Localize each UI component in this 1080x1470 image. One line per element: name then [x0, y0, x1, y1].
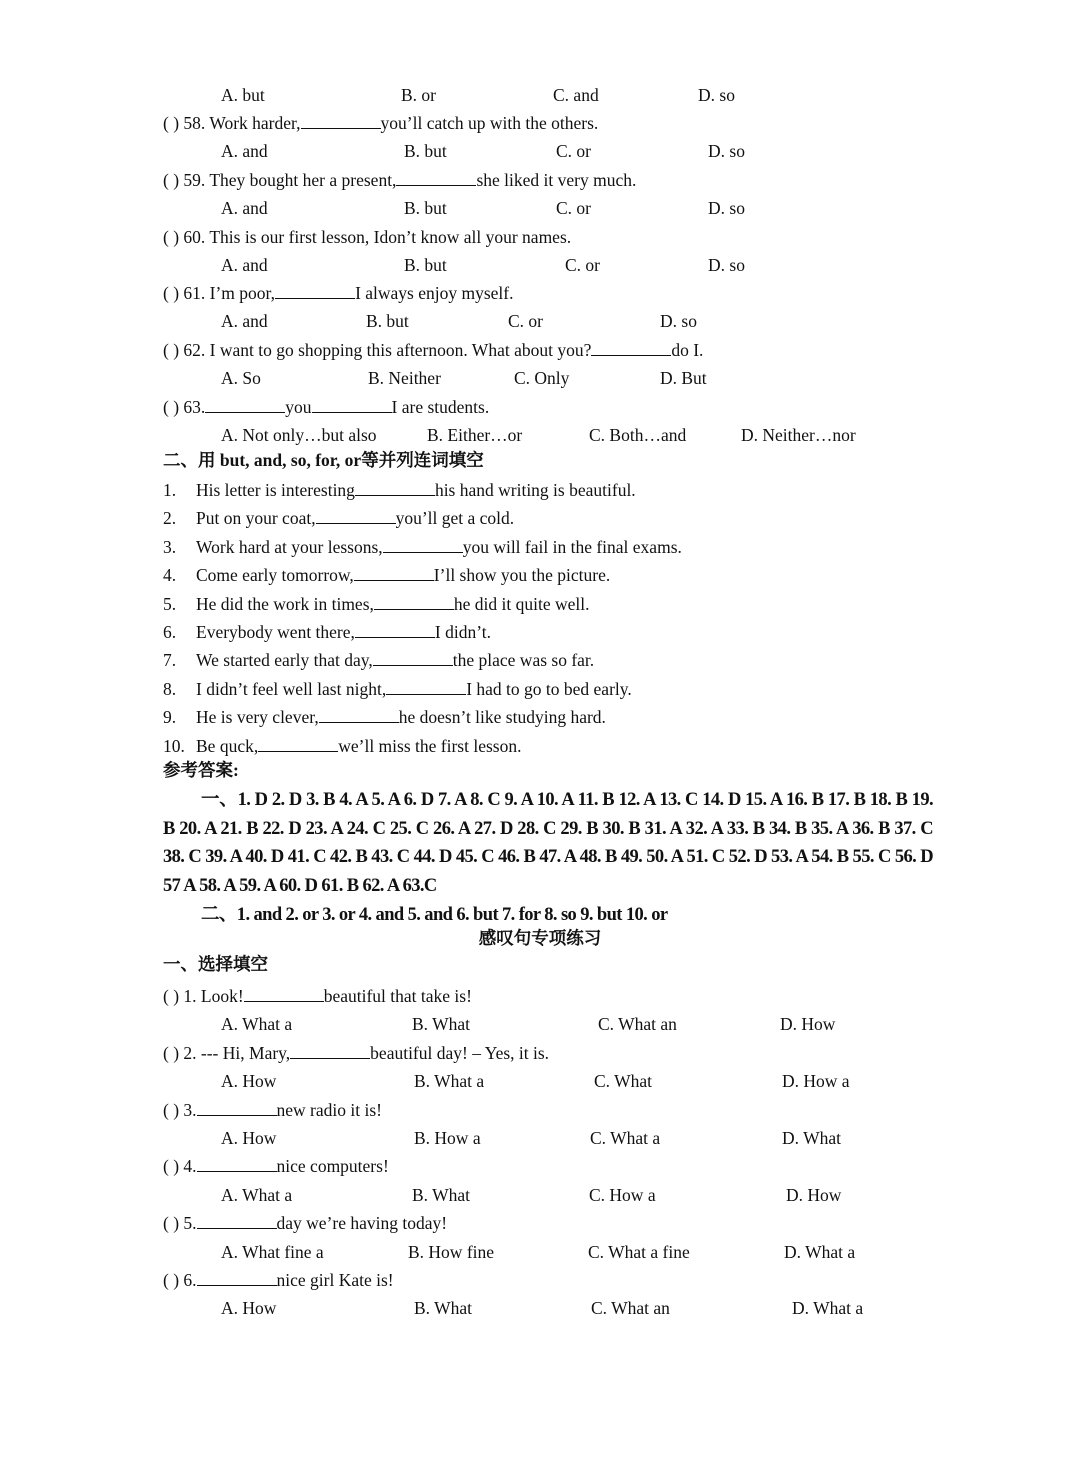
option-b: B. How fine	[408, 1241, 495, 1262]
part2-heading: 二、用 but, and, so, for, or等并列连词填空	[163, 450, 484, 470]
option-a: A. and	[221, 141, 268, 161]
question-text-segment: we’ll miss the first lesson.	[338, 735, 522, 756]
answer-blank[interactable]	[319, 707, 399, 723]
option-d: D. How	[780, 1014, 836, 1035]
option-b: B. What a	[414, 1071, 485, 1092]
option-a: A. What fine a	[221, 1241, 324, 1262]
answer-blank[interactable]	[374, 594, 454, 610]
answer-blank[interactable]	[373, 650, 453, 666]
option-a: A. and	[221, 198, 268, 218]
question-text-segment: I always enjoy myself.	[355, 283, 514, 303]
fill-item-8	[163, 678, 632, 700]
question-text-segment: ( ) 3.	[163, 1099, 197, 1120]
question-text-segment: you	[285, 397, 312, 417]
answer-blank[interactable]	[312, 397, 392, 413]
answer-blank[interactable]	[301, 113, 381, 129]
option-a: A. How	[221, 1128, 277, 1148]
answer-blank[interactable]	[386, 679, 466, 695]
fill-item-1	[163, 479, 636, 501]
answer-blank[interactable]	[355, 480, 435, 496]
question-text-segment: ( ) 4.	[163, 1156, 197, 1177]
item-number: 1.	[163, 480, 177, 500]
item-number: 6.	[163, 622, 177, 642]
option-b: B. Neither	[368, 368, 441, 388]
option-d: D. Neither…nor	[741, 425, 856, 445]
question-text-segment: ( ) 59. They bought her a present,	[163, 170, 397, 190]
fill-item-2	[163, 507, 514, 529]
question-text-segment: ( ) 2. --- Hi, Mary,	[163, 1042, 291, 1063]
question-text-segment: Everybody went there,	[196, 622, 355, 642]
question-text-segment: day we’re having today!	[276, 1213, 448, 1234]
option-d: D. What a	[784, 1241, 856, 1262]
option-a: A. Not only…but also	[221, 425, 377, 445]
question-text-segment: nice computers!	[276, 1156, 389, 1177]
exclamation-heading: 一、选择填空	[163, 954, 268, 974]
option-a: A. How	[221, 1298, 277, 1319]
question-text-segment: his hand writing is beautiful.	[434, 480, 636, 500]
question-59	[163, 169, 636, 191]
exclamation-question-3	[163, 1099, 382, 1121]
question-58	[163, 112, 598, 134]
question-text-segment: he doesn’t like studying hard.	[398, 707, 606, 728]
question-text-segment: ( ) 6.	[163, 1270, 197, 1290]
question-text-segment: Put on your coat,	[196, 508, 316, 529]
question-62	[163, 339, 703, 361]
item-number: 5.	[163, 593, 177, 614]
answer-blank[interactable]	[355, 622, 435, 638]
option-d: D. so	[708, 198, 745, 218]
question-text-segment: she liked it very much.	[476, 170, 637, 190]
item-number: 8.	[163, 678, 177, 699]
option-b: B. but	[404, 141, 447, 161]
answer-key-part2: 二、1. and 2. or 3. or 4. and 5. and 6. but 7. for 8. so 9. but 10. or	[201, 904, 668, 925]
option-c: C. What an	[598, 1014, 677, 1035]
answer-blank[interactable]	[396, 170, 476, 186]
question-text-segment: beautiful that take is!	[323, 986, 472, 1006]
question-text-segment: I didn’t.	[434, 622, 491, 642]
question-60	[163, 226, 571, 248]
question-text-segment: I had to go to bed early.	[466, 678, 632, 699]
question-text-segment: Come early tomorrow,	[196, 565, 354, 586]
question-text-segment: ( ) 1. Look!	[163, 986, 244, 1006]
option-b: B. or	[401, 85, 436, 105]
option-b: B. but	[404, 255, 447, 275]
question-text-segment: I are students.	[391, 397, 490, 417]
option-c: C. or	[565, 255, 600, 275]
answer-key-part1: 一、1. D 2. D 3. B 4. A 5. A 6. D 7. A 8. C 9. A 10. A 11. B 12. A 13. C 14. D 15. A 16. B 17. B 18. B 19. B 20. A 21. B 22. D 23. A 24. C 25. C 26. A 27. D 28. C 29. B 30. B 31. A 32. A 33. B 34. B 35. A 36. B 37. C 38. C 39. A 40. D 41. C 42. B 43. C 44. D 45. C 46. B 47. A 48. B 49. 50. A 51. C 52. D 53. A 54. B 55. C 56. D 57 A 58. A 59. A 60. D 61. B 62. A 63.C	[163, 790, 933, 897]
question-text-segment: Work hard at your lessons,	[196, 536, 383, 557]
option-b: B. How a	[414, 1128, 481, 1148]
answer-blank[interactable]	[275, 283, 355, 299]
answer-blank[interactable]	[244, 986, 324, 1002]
option-a: A. How	[221, 1071, 277, 1092]
option-a: A. What a	[221, 1184, 293, 1205]
option-d: D. How	[786, 1184, 842, 1205]
option-c: C. What an	[591, 1298, 670, 1319]
question-text-segment: We started early that day,	[196, 650, 373, 671]
answer-blank[interactable]	[258, 736, 338, 752]
option-d: D. so	[708, 255, 745, 275]
question-text-segment: I didn’t feel well last night,	[196, 678, 387, 699]
answer-key	[163, 786, 933, 930]
fill-item-9	[163, 706, 606, 728]
answer-blank[interactable]	[383, 537, 463, 553]
option-c: C. or	[556, 141, 591, 161]
option-d: D. so	[698, 85, 735, 105]
option-d: D. so	[660, 311, 697, 331]
option-c: C. What a	[590, 1128, 661, 1148]
question-text-segment: I’ll show you the picture.	[433, 565, 611, 586]
question-text-segment: ( ) 62. I want to go shopping this afternoon. What about you?	[163, 340, 592, 360]
fill-item-6	[163, 621, 491, 643]
option-d: D. so	[708, 141, 745, 161]
question-text-segment: He did the work in times,	[196, 593, 374, 614]
exclamation-question-2	[163, 1042, 549, 1064]
answer-blank[interactable]	[197, 1213, 277, 1229]
option-b: B. What	[412, 1014, 471, 1035]
exclamation-question-6	[163, 1269, 394, 1291]
option-b: B. but	[404, 198, 447, 218]
option-a: A. and	[221, 255, 268, 275]
question-text-segment: ( ) 58. Work harder,	[163, 113, 301, 133]
question-text-segment: His letter is interesting	[196, 480, 355, 500]
option-b: B. What	[414, 1298, 473, 1319]
option-b: B. What	[412, 1184, 471, 1205]
option-a: A. but	[221, 85, 265, 105]
question-text-segment: you will fail in the final exams.	[462, 536, 682, 557]
fill-item-5	[163, 593, 590, 615]
option-c: C. Both…and	[589, 425, 687, 445]
option-c: C. What a fine	[588, 1241, 690, 1262]
question-text-segment: Be quck,	[196, 735, 259, 756]
exclamation-question-1	[163, 985, 472, 1007]
option-d: D. What	[782, 1128, 841, 1148]
item-number: 2.	[163, 508, 177, 529]
question-text-segment: he did it quite well.	[453, 593, 590, 614]
exclamation-title: 感叹句专项练习	[478, 928, 602, 948]
question-61	[163, 282, 514, 304]
item-number: 7.	[163, 650, 177, 671]
option-c: C. Only	[514, 368, 570, 388]
answer-blank[interactable]	[591, 340, 671, 356]
answer-blank[interactable]	[354, 565, 434, 581]
fill-item-4	[163, 564, 610, 586]
option-a: A. So	[221, 368, 261, 388]
question-text-segment: ( ) 5.	[163, 1213, 197, 1234]
exclamation-question-5	[163, 1212, 447, 1234]
option-d: D. How a	[782, 1071, 850, 1092]
option-c: C. or	[556, 198, 591, 218]
option-c: C. How a	[589, 1184, 656, 1205]
answers-heading: 参考答案:	[163, 760, 239, 780]
question-text-segment: the place was so far.	[452, 650, 595, 671]
answer-blank[interactable]	[197, 1100, 277, 1116]
question-text-segment: ( ) 60. This is our first lesson, Idon’t know all your names.	[163, 227, 572, 247]
question-63	[163, 396, 489, 418]
option-c: C. What	[594, 1071, 653, 1092]
question-text-segment: nice girl Kate is!	[276, 1270, 394, 1290]
fill-item-3	[163, 536, 682, 558]
question-text-segment: He is very clever,	[196, 707, 319, 728]
option-c: C. and	[553, 85, 599, 105]
question-text-segment: new radio it is!	[276, 1099, 382, 1120]
answer-blank[interactable]	[197, 1270, 277, 1286]
option-d: D. But	[660, 368, 707, 388]
question-text-segment: you’ll get a cold.	[395, 508, 515, 529]
exclamation-question-4	[163, 1155, 389, 1177]
fill-item-10	[163, 735, 521, 757]
question-text-segment: you’ll catch up with the others.	[380, 113, 599, 133]
question-text-segment: ( ) 61. I’m poor,	[163, 283, 276, 303]
option-c: C. or	[508, 311, 543, 331]
answer-blank[interactable]	[316, 508, 396, 524]
fill-item-7	[163, 649, 594, 671]
item-number: 9.	[163, 707, 177, 728]
item-number: 4.	[163, 565, 177, 586]
question-text-segment: do I.	[671, 340, 704, 360]
answer-blank[interactable]	[197, 1156, 277, 1172]
item-number: 10.	[163, 735, 185, 756]
option-b: B. but	[366, 311, 409, 331]
option-a: A. What a	[221, 1014, 293, 1035]
item-number: 3.	[163, 536, 177, 557]
answer-blank[interactable]	[290, 1043, 370, 1059]
option-d: D. What a	[792, 1298, 864, 1319]
option-a: A. and	[221, 311, 268, 331]
question-text-segment: ( ) 63.	[163, 397, 206, 417]
answer-blank[interactable]	[205, 397, 285, 413]
question-text-segment: beautiful day! – Yes, it is.	[370, 1042, 550, 1063]
option-b: B. Either…or	[427, 425, 523, 445]
